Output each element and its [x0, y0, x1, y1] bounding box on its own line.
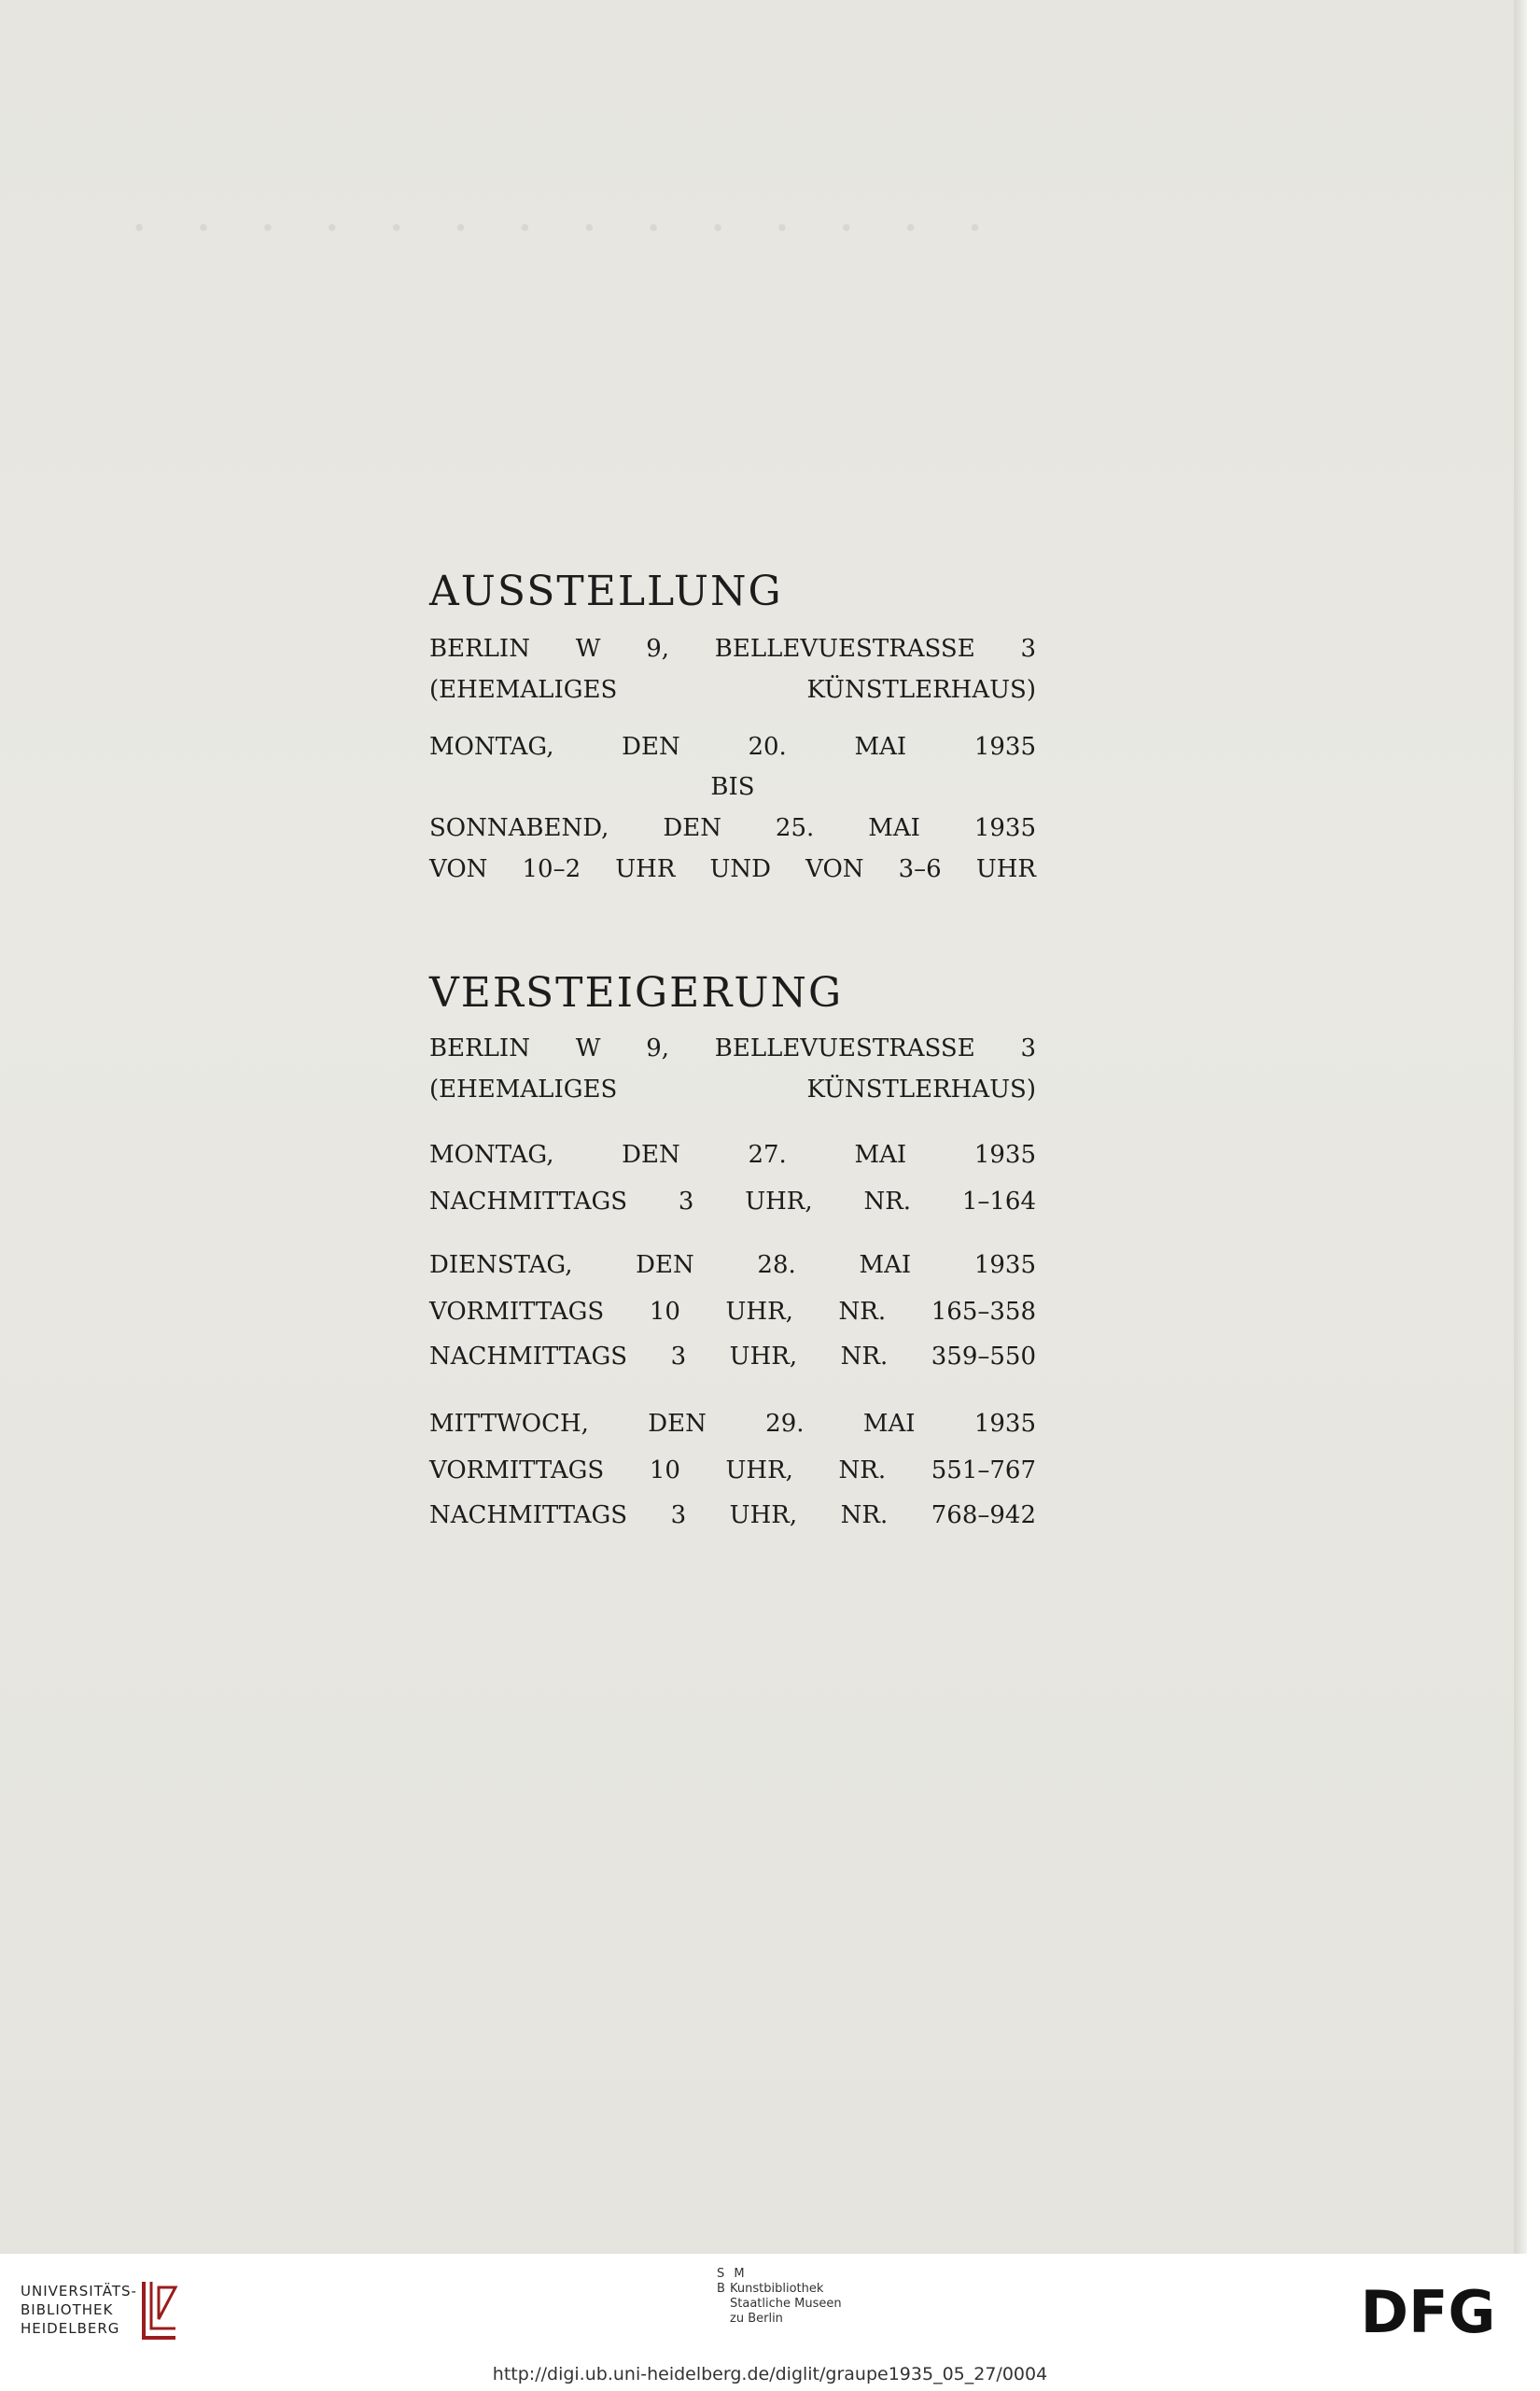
auction-building: (EHEMALIGES KÜNSTLERHAUS): [429, 1076, 1036, 1104]
auction-session: VORMITTAGS 10 UHR, NR. 165–358: [429, 1298, 1036, 1326]
auction-session: NACHMITTAGS 3 UHR, NR. 1–164: [429, 1188, 1036, 1216]
exhibition-section: [429, 568, 1036, 889]
show-through-text: · · · · · · · · · · · · · ·: [131, 196, 999, 260]
page-edge: [1514, 0, 1527, 2254]
exhibition-bis: BIS: [710, 773, 755, 801]
auction-session: NACHMITTAGS 3 UHR, NR. 359–550: [429, 1343, 1036, 1371]
exhibition-building: (EHEMALIGES KÜNSTLERHAUS): [429, 676, 1036, 704]
smb-letters: S M: [717, 2267, 748, 2281]
auction-day-date: MONTAG, DEN 27. MAI 1935: [429, 1141, 1036, 1169]
auction-day-date: MITTWOCH, DEN 29. MAI 1935: [429, 1410, 1036, 1438]
exhibition-address: BERLIN W 9, BELLEVUESTRASSE 3: [429, 635, 1036, 663]
auction-session: VORMITTAGS 10 UHR, NR. 551–767: [429, 1456, 1036, 1484]
smb-institution: Kunstbibliothek Staatliche Museen zu Berlin: [730, 2282, 842, 2326]
exhibition-end-date: SONNABEND, DEN 25. MAI 1935: [429, 814, 1036, 842]
smb-logo: [717, 2267, 885, 2327]
library-logo-icon: [138, 2278, 181, 2342]
digitization-footer: [0, 2254, 1540, 2391]
library-logo-text: UNIVERSITÄTS- BIBLIOTHEK HEIDELBERG: [21, 2283, 137, 2337]
dfg-logo: [1351, 2282, 1505, 2340]
auction-address: BERLIN W 9, BELLEVUESTRASSE 3: [429, 1034, 1036, 1062]
auction-session: NACHMITTAGS 3 UHR, NR. 768–942: [429, 1501, 1036, 1529]
exhibition-start-date: MONTAG, DEN 20. MAI 1935: [429, 733, 1036, 761]
source-url[interactable]: http://digi.ub.uni-heidelberg.de/diglit/graupe1935_05_27/0004: [492, 2364, 1048, 2384]
auction-day-date: DIENSTAG, DEN 28. MAI 1935: [429, 1251, 1036, 1279]
exhibition-hours: VON 10–2 UHR UND VON 3–6 UHR: [429, 855, 1036, 883]
exhibition-heading: AUSSTELLUNG: [429, 568, 783, 615]
smb-b-letter: B: [717, 2282, 725, 2296]
dfg-logo-text: DFG: [1360, 2282, 1496, 2340]
auction-section: [429, 969, 1036, 1533]
auction-heading: VERSTEIGERUNG: [429, 969, 844, 1017]
